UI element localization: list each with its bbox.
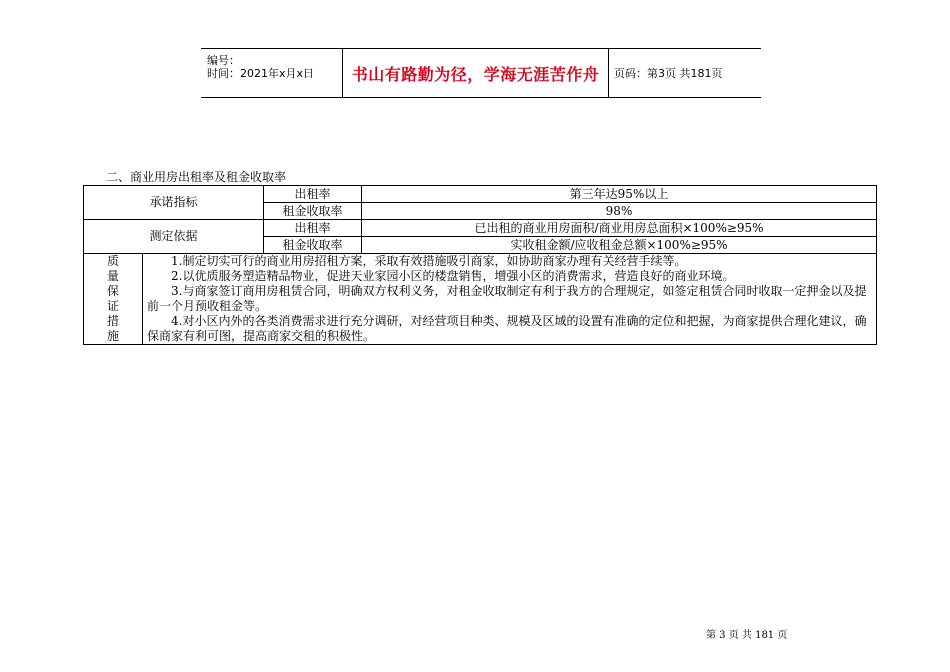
collection-formula: 实收租金额/应收租金总额×100%≥95% [362,237,877,254]
qa-char: 保 [106,284,119,298]
rental-rate-table [83,185,877,345]
occupancy-target: 第三年达95%以上 [362,186,877,203]
qa-char: 措 [106,314,119,328]
section-title: 二、商业用房出租率及租金收取率 [106,170,287,184]
page-label: 页码：第3页 共181页 [614,67,723,80]
collection-basis-label: 租金收取率 [264,237,362,254]
footer-page-number: 第 3 页 共 181 页 [706,630,788,641]
measure-item: 1.制定切实可行的商业用房招租方案，采取有效措施吸引商家，如协助商家办理有关经营手续等。 [171,254,687,268]
occupancy-label: 出租率 [264,186,362,203]
table-row [84,220,877,237]
qa-char: 施 [106,329,119,343]
occupancy-basis-label: 出租率 [264,220,362,237]
collection-target: 98% [362,203,877,220]
motto: 书山有路勤为径，学海无涯苦作舟 [351,64,600,84]
measure-item: 4.对小区内外的各类消费需求进行充分调研，对经营项目种类、规模及区域的设置有准确的定位和把握，为商家提供合理化建议，确保商家有利可图，提高商家交租的积极性。 [147,314,867,343]
qa-char: 量 [106,269,119,283]
measure-item: 2.以优质服务塑造精品物业，促进天业家园小区的楼盘销售，增强小区的消费需求，营造良好的商业环境。 [171,269,735,283]
number-label: 编号： [207,54,240,67]
measure-item: 3.与商家签订商用房租赁合同，明确双方权利义务，对租金收取制定有利于我方的合理规定，如签定租赁合同时收取一定押金以及提前一个月预收租金等。 [147,284,867,313]
header-motto-cell [342,49,609,97]
header-meta [201,49,342,97]
table-row [84,186,877,203]
basis-label: 测定依据 [84,220,264,254]
commit-label: 承诺指标 [84,186,264,220]
collection-label: 租金收取率 [264,203,362,220]
quality-assurance-label [84,254,143,345]
qa-char: 质 [106,254,119,268]
occupancy-formula: 已出租的商业用房面积/商业用房总面积×100%≥95% [362,220,877,237]
quality-measures [143,254,877,345]
qa-char: 证 [106,299,119,313]
header-page-cell [608,49,767,97]
table-row [84,254,877,345]
page-header [201,48,761,98]
time-label: 时间：2021年x月x日 [207,67,315,80]
